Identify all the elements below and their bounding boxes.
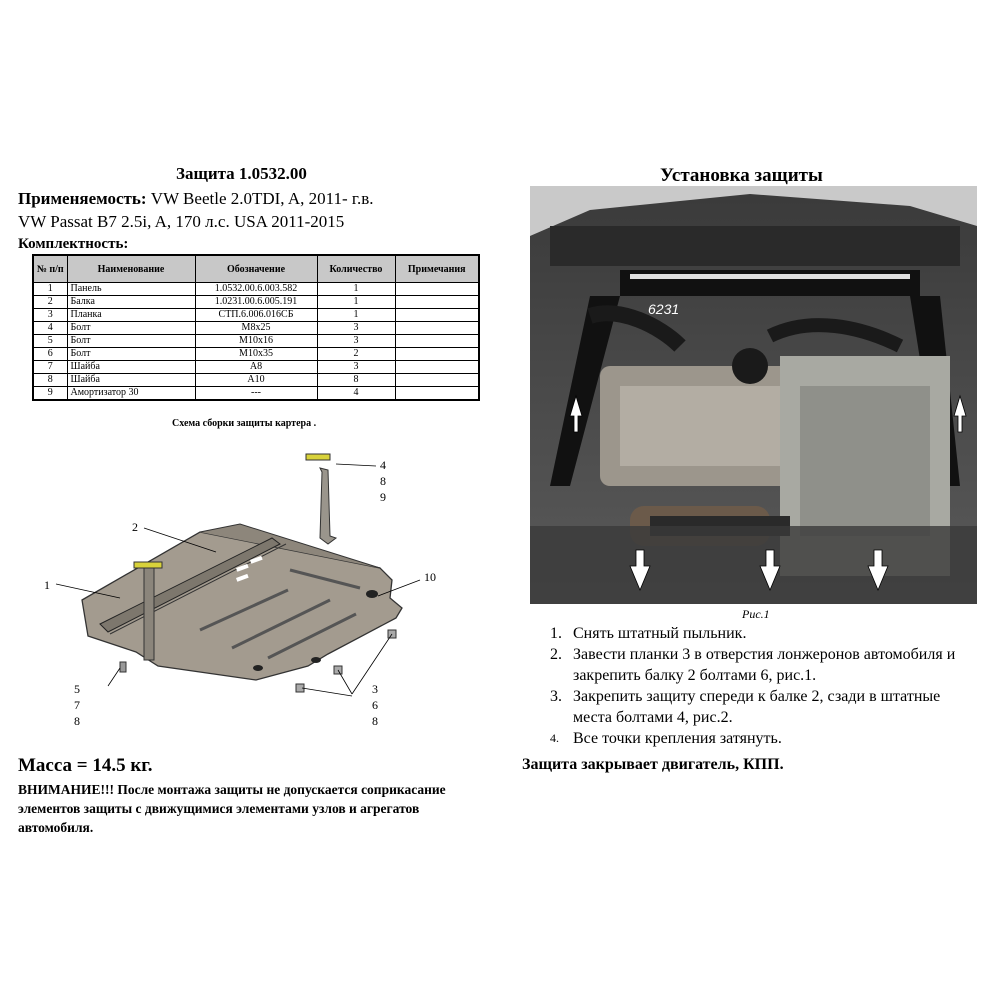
step-4 xyxy=(530,728,980,749)
cell-notes xyxy=(395,374,479,387)
cell-designation: М10х35 xyxy=(195,348,317,361)
cell-number: 3 xyxy=(33,309,67,322)
cell-quantity: 2 xyxy=(317,348,395,361)
rear-bracket xyxy=(320,468,336,544)
step-2-number: 2. xyxy=(550,646,562,663)
step-1-text: Снять штатный пыльник. xyxy=(573,625,747,642)
cell-notes xyxy=(395,309,479,322)
table-row xyxy=(33,296,479,309)
installation-steps xyxy=(530,623,980,749)
cell-designation: М8х25 xyxy=(195,322,317,335)
cell-name: Шайба xyxy=(67,374,195,387)
applicability-line-1 xyxy=(18,189,374,209)
label-9: 9 xyxy=(380,490,386,504)
cell-notes xyxy=(395,335,479,348)
label-7: 7 xyxy=(74,698,80,712)
step-4-number: 4. xyxy=(550,731,559,745)
col-header-name: Наименование xyxy=(67,255,195,283)
cell-number: 6 xyxy=(33,348,67,361)
assembly-diagram xyxy=(40,440,500,740)
cell-quantity: 3 xyxy=(317,361,395,374)
assembly-diagram-drawing xyxy=(40,440,500,740)
label-8-top: 8 xyxy=(380,474,386,488)
table-row xyxy=(33,387,479,401)
cell-name: Амортизатор 30 xyxy=(67,387,195,401)
cell-number: 2 xyxy=(33,296,67,309)
label-3: 3 xyxy=(372,682,378,696)
col-header-designation: Обозначение xyxy=(195,255,317,283)
table-row xyxy=(33,283,479,296)
photo-marking: 6231 xyxy=(648,301,680,317)
cell-designation: М10х16 xyxy=(195,335,317,348)
cell-name: Болт xyxy=(67,335,195,348)
step-3 xyxy=(530,686,980,728)
cell-designation: 1.0532.00.6.003.582 xyxy=(195,283,317,296)
table-row xyxy=(33,361,479,374)
label-1: 1 xyxy=(44,578,50,592)
coverage-note: Защита закрывает двигатель, КПП. xyxy=(522,756,784,773)
cell-number: 4 xyxy=(33,322,67,335)
cell-number: 7 xyxy=(33,361,67,374)
cell-notes xyxy=(395,348,479,361)
col-header-number: № п/п xyxy=(33,255,67,283)
cell-quantity: 1 xyxy=(317,296,395,309)
front-bracket xyxy=(144,568,154,660)
kit-label: Комплектность: xyxy=(18,236,129,252)
cell-notes xyxy=(395,296,479,309)
step-3-number: 3. xyxy=(550,688,562,705)
parts-table xyxy=(32,254,480,401)
engine-bay-photo xyxy=(530,186,977,604)
cell-name: Болт xyxy=(67,348,195,361)
step-2-text: Завести планки 3 в отверстия лонжеронов автомобиля и закрепить балку 2 болтами 6, рис.1. xyxy=(573,646,956,684)
cell-quantity: 3 xyxy=(317,335,395,348)
cell-quantity: 1 xyxy=(317,283,395,296)
applicability-line-2: VW Passat B7 2.5i, A, 170 л.с. USA 2011-2015 xyxy=(18,212,345,231)
cell-number: 1 xyxy=(33,283,67,296)
cell-name: Балка xyxy=(67,296,195,309)
applicability-label: Применяемость: xyxy=(18,189,147,208)
label-10: 10 xyxy=(424,570,436,584)
cell-designation: СТП.6.006.016СБ xyxy=(195,309,317,322)
parts-table-header xyxy=(33,255,479,283)
step-1 xyxy=(530,623,980,644)
cell-quantity: 1 xyxy=(317,309,395,322)
label-4: 4 xyxy=(380,458,386,472)
label-8-right: 8 xyxy=(372,714,378,728)
table-row xyxy=(33,322,479,335)
cell-notes xyxy=(395,322,479,335)
cell-notes xyxy=(395,361,479,374)
cell-name: Болт xyxy=(67,322,195,335)
cell-designation: А10 xyxy=(195,374,317,387)
table-row xyxy=(33,335,479,348)
cell-designation: --- xyxy=(195,387,317,401)
cell-notes xyxy=(395,387,479,401)
engine-bay-photo-drawing xyxy=(530,186,977,604)
rear-bracket-clip xyxy=(306,454,330,460)
label-5: 5 xyxy=(74,682,80,696)
step-1-number: 1. xyxy=(550,625,562,642)
cell-designation: А8 xyxy=(195,361,317,374)
label-2: 2 xyxy=(132,520,138,534)
cell-number: 9 xyxy=(33,387,67,401)
cell-notes xyxy=(395,283,479,296)
label-6: 6 xyxy=(372,698,378,712)
step-4-text: Все точки крепления затянуть. xyxy=(573,730,782,747)
step-3-text: Закрепить защиту спереди к балке 2, сзади в штатные места болтами 4, рис.2. xyxy=(573,688,941,726)
col-header-quantity: Количество xyxy=(317,255,395,283)
label-8-left: 8 xyxy=(74,714,80,728)
table-row xyxy=(33,348,479,361)
mass-label: Масса = 14.5 кг. xyxy=(18,755,153,776)
cell-quantity: 8 xyxy=(317,374,395,387)
cell-quantity: 3 xyxy=(317,322,395,335)
table-row xyxy=(33,309,479,322)
diagram-caption: Схема сборки защиты картера . xyxy=(172,418,317,429)
document-title: Защита 1.0532.00 xyxy=(176,164,307,183)
installation-title: Установка защиты xyxy=(660,165,823,186)
cell-number: 8 xyxy=(33,374,67,387)
warning-text: ВНИМАНИЕ!!! После монтажа защиты не допускается соприкасание элементов защиты с движущимися элементами узлов и агрегатов автомобиля. xyxy=(18,782,446,835)
applicability-value-1: VW Beetle 2.0TDI, A, 2011- г.в. xyxy=(146,189,374,208)
col-header-notes: Примечания xyxy=(395,255,479,283)
cell-name: Шайба xyxy=(67,361,195,374)
cell-number: 5 xyxy=(33,335,67,348)
cell-designation: 1.0231.00.6.005.191 xyxy=(195,296,317,309)
step-2 xyxy=(530,644,980,686)
table-row xyxy=(33,374,479,387)
figure-caption: Рис.1 xyxy=(742,607,770,621)
cell-name: Панель xyxy=(67,283,195,296)
front-bracket-clip xyxy=(134,562,162,568)
cell-quantity: 4 xyxy=(317,387,395,401)
cell-name: Планка xyxy=(67,309,195,322)
